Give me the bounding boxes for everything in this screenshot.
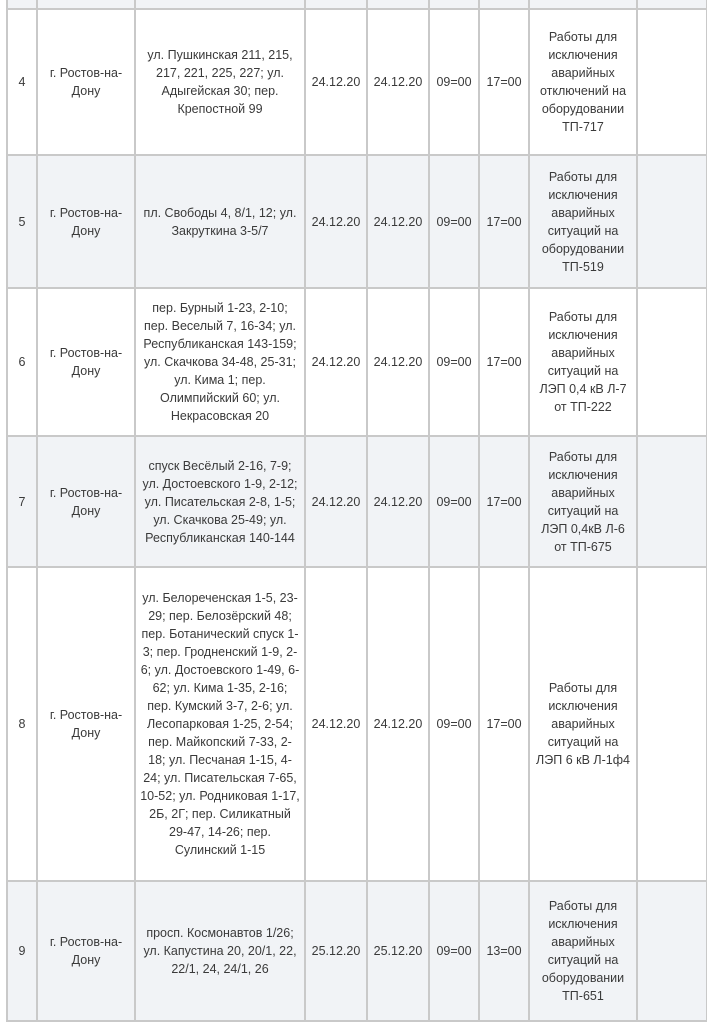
date-from-cell: 25.12.20 [305, 881, 367, 1021]
table-row [7, 9, 707, 155]
date-from-cell: 24.12.20 [305, 436, 367, 567]
address-cell: просп. Космонавтов 1/26; ул. Капустина 20, 20/1, 22, 22/1, 24, 24/1, 26 [135, 881, 305, 1021]
reason-cell: Работы для исключения аварийных ситуаций на оборудовании ТП-519 [529, 155, 637, 288]
city-cell: г. Ростов-на-Дону [37, 436, 135, 567]
time-from-cell: 09=00 [429, 155, 479, 288]
table-row [7, 0, 707, 9]
date-to-cell: 24.12.20 [367, 436, 429, 567]
table-row [7, 288, 707, 436]
time-to-cell: 17=00 [479, 567, 529, 881]
outage-schedule-sheet [6, 0, 706, 1022]
city-cell: г. Ростов-на-Дону [37, 881, 135, 1021]
extra-cell [637, 155, 707, 288]
date-from-cell: 24.12.20 [305, 9, 367, 155]
city-cell: г. Ростов-на-Дону [37, 155, 135, 288]
time-from-cell [429, 0, 479, 9]
time-to-cell: 17=00 [479, 436, 529, 567]
date-to-cell: 25.12.20 [367, 881, 429, 1021]
date-from-cell: 24.12.20 [305, 155, 367, 288]
date-from-cell: 24.12.20 [305, 567, 367, 881]
address-cell: пер. Бурный 1-23, 2-10; пер. Веселый 7, 16-34; ул. Республиканская 143-159; ул. Скачкова 34-48, 25-31; ул. Кима 1; пер. Олимпийский 60; ул. Некрасовская 20 [135, 288, 305, 436]
extra-cell [637, 288, 707, 436]
date-to-cell [367, 0, 429, 9]
address-cell: спуск Весёлый 2-16, 7-9; ул. Достоевского 1-9, 2-12; ул. Писательская 2-8, 1-5; ул. Скачкова 25-49; ул. Республиканская 140-144 [135, 436, 305, 567]
time-from-cell: 09=00 [429, 567, 479, 881]
reason-cell: Работы для исключения аварийных ситуаций на ЛЭП 0,4 кВ Л-7 от ТП-222 [529, 288, 637, 436]
date-from-cell [305, 0, 367, 9]
row-number-cell [7, 0, 37, 9]
address-cell: ул. Пушкинская 211, 215, 217, 221, 225, 227; ул. Адыгейская 30; пер. Крепостной 99 [135, 9, 305, 155]
time-from-cell: 09=00 [429, 436, 479, 567]
date-to-cell: 24.12.20 [367, 9, 429, 155]
outage-table [6, 0, 707, 1022]
time-to-cell: 13=00 [479, 881, 529, 1021]
reason-cell: Работы для исключения аварийных ситуаций на ЛЭП 0,4кВ Л-6 от ТП-675 [529, 436, 637, 567]
address-cell: ул. Белореченская 1-5, 23-29; пер. Белозёрский 48; пер. Ботанический спуск 1-3; пер. Гродненский 1-9, 2-6; ул. Достоевского 1-49, 6-62; ул. Кима 1-35, 2-16; пер. Кумский 3-7, 2-6; ул. Лесопарковая 1-25, 2-54; пер. Майкопский 7-33, 2-18; ул. Песчаная 1-15, 4-24; ул. Писательская 7-65, 10-52; ул. Родниковая 1-17, 2Б, 2Г; пер. Силикатный 29-47, 14-26; пер. Сулинский 1-15 [135, 567, 305, 881]
time-to-cell: 17=00 [479, 288, 529, 436]
extra-cell [637, 881, 707, 1021]
table-row [7, 567, 707, 881]
row-number-cell: 5 [7, 155, 37, 288]
table-row [7, 436, 707, 567]
row-number-cell: 9 [7, 881, 37, 1021]
row-number-cell: 4 [7, 9, 37, 155]
reason-cell: Работы для исключения аварийных отключений на оборудовании ТП-717 [529, 9, 637, 155]
time-to-cell: 17=00 [479, 155, 529, 288]
city-cell: г. Ростов-на-Дону [37, 567, 135, 881]
row-number-cell: 8 [7, 567, 37, 881]
time-to-cell [479, 0, 529, 9]
row-number-cell: 6 [7, 288, 37, 436]
extra-cell [637, 567, 707, 881]
date-to-cell: 24.12.20 [367, 155, 429, 288]
address-cell [135, 0, 305, 9]
date-to-cell: 24.12.20 [367, 567, 429, 881]
reason-cell: Работы для исключения аварийных ситуаций на ЛЭП 6 кВ Л-1ф4 [529, 567, 637, 881]
extra-cell [637, 9, 707, 155]
city-cell: г. Ростов-на-Дону [37, 288, 135, 436]
table-row [7, 155, 707, 288]
time-from-cell: 09=00 [429, 9, 479, 155]
address-cell: пл. Свободы 4, 8/1, 12; ул. Закруткина 3-5/7 [135, 155, 305, 288]
table-row [7, 881, 707, 1021]
time-from-cell: 09=00 [429, 288, 479, 436]
time-from-cell: 09=00 [429, 881, 479, 1021]
time-to-cell: 17=00 [479, 9, 529, 155]
date-from-cell: 24.12.20 [305, 288, 367, 436]
city-cell [37, 0, 135, 9]
extra-cell [637, 436, 707, 567]
reason-cell: Работы для исключения аварийных ситуаций на оборудовании ТП-651 [529, 881, 637, 1021]
row-number-cell: 7 [7, 436, 37, 567]
reason-cell [529, 0, 637, 9]
city-cell: г. Ростов-на-Дону [37, 9, 135, 155]
date-to-cell: 24.12.20 [367, 288, 429, 436]
extra-cell [637, 0, 707, 9]
